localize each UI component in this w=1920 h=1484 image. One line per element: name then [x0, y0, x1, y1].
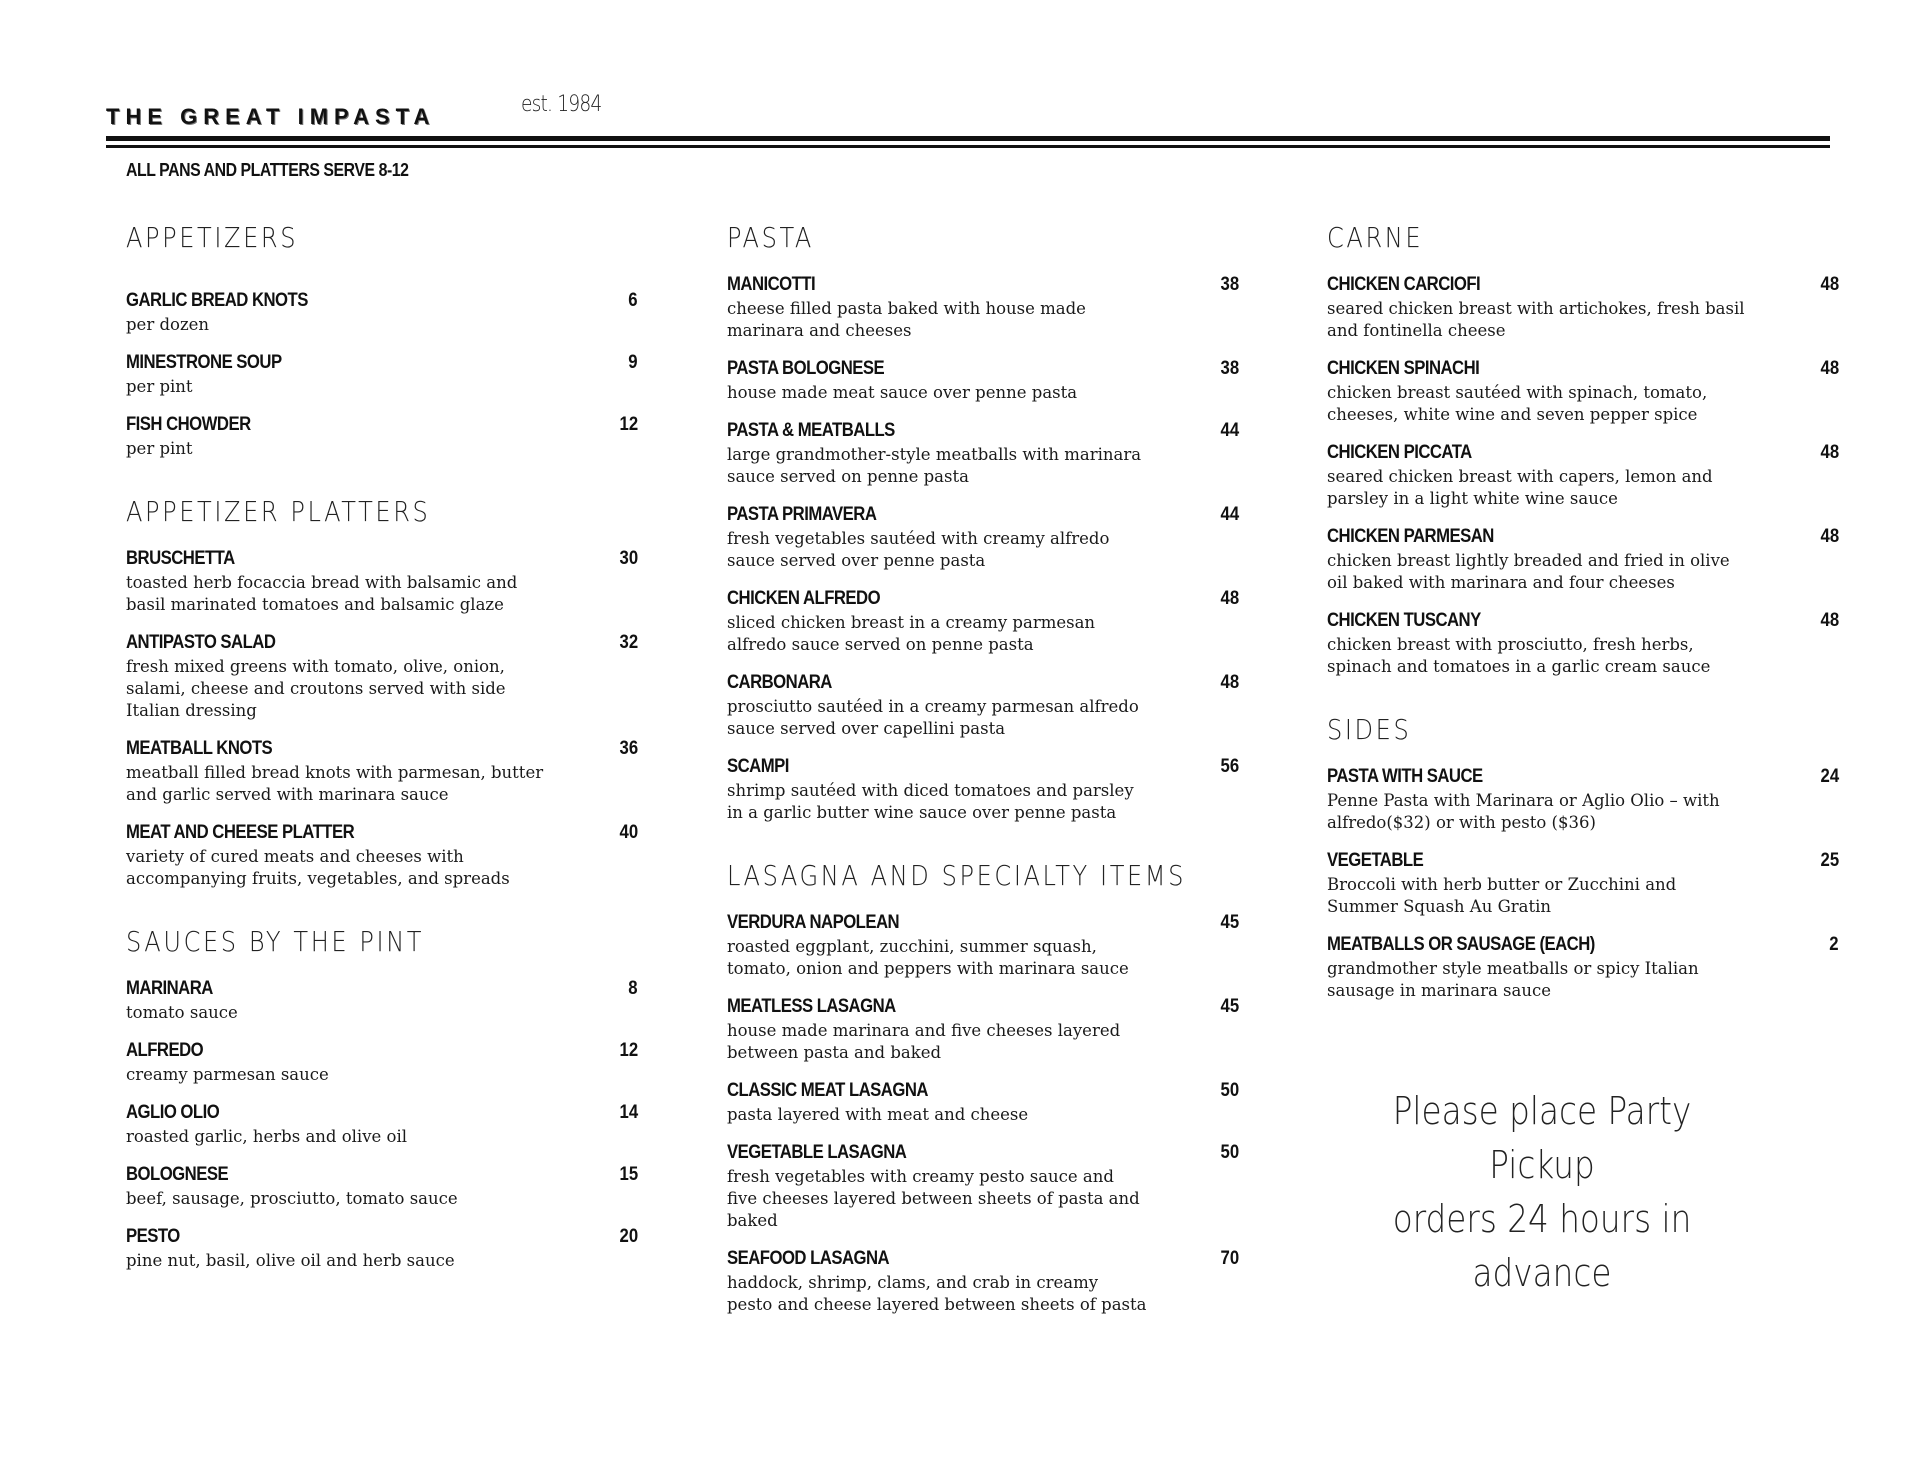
menu-section [126, 218, 638, 460]
menu-item-name: ALFREDO [126, 1040, 204, 1061]
menu-item-header [126, 546, 638, 572]
menu-item-header [126, 820, 638, 846]
menu-item-header [727, 754, 1239, 780]
menu-item [126, 350, 638, 398]
menu-item-header [727, 586, 1239, 612]
menu-item-name: PASTA BOLOGNESE [727, 358, 885, 379]
menu-item-header [727, 670, 1239, 696]
menu-item-name: ANTIPASTO SALAD [126, 632, 276, 653]
menu-item [1327, 764, 1839, 834]
menu-item-header [1327, 356, 1839, 382]
section-title: LASAGNA AND SPECIALTY ITEMS [727, 859, 1187, 892]
menu-item [1327, 440, 1839, 510]
menu-item [1327, 272, 1839, 342]
menu-item-description: large grandmother-style meatballs with marinara sauce served on penne pasta [727, 445, 1142, 486]
menu-section [126, 492, 638, 890]
menu-item-description: fresh vegetables sautéed with creamy alfredo sauce served over penne pasta [727, 529, 1110, 570]
menu-item-header [1327, 764, 1839, 790]
menu-item [727, 502, 1239, 572]
menu-section [1327, 218, 1839, 678]
menu-item-description: sliced chicken breast in a creamy parmesan alfredo sauce served on penne pasta [727, 613, 1096, 654]
menu-item-name: SCAMPI [727, 756, 789, 777]
menu-item [126, 1224, 638, 1272]
menu-item-price: 48 [1820, 358, 1839, 379]
menu-item [126, 1100, 638, 1148]
menu-item-price: 36 [619, 738, 638, 759]
menu-item-header [1327, 848, 1839, 874]
menu-item-price: 50 [1220, 1080, 1239, 1101]
menu-item-price: 20 [619, 1226, 638, 1247]
menu-item [1327, 608, 1839, 678]
menu-item-price: 48 [1820, 526, 1839, 547]
menu-item-price: 14 [619, 1102, 638, 1123]
menu-item-header [126, 288, 638, 314]
menu-item [727, 994, 1239, 1064]
menu-item-name: VERDURA NAPOLEAN [727, 912, 900, 933]
menu-item-price: 40 [619, 822, 638, 843]
menu-item-header [126, 976, 638, 1002]
menu-item [727, 356, 1239, 404]
menu-item [1327, 932, 1839, 1002]
menu-item-price: 45 [1220, 996, 1239, 1017]
menu-section [1327, 710, 1839, 1002]
menu-item-price: 2 [1829, 934, 1839, 955]
menu-item-price: 44 [1220, 504, 1239, 525]
pickup-note-line-1: Please place Party Pickup [1392, 1089, 1692, 1187]
menu-item-name: MEATLESS LASAGNA [727, 996, 896, 1017]
menu-item-description: prosciutto sautéed in a creamy parmesan alfredo sauce served over capellini pasta [727, 697, 1139, 738]
menu-item-description: haddock, shrimp, clams, and crab in creamy pesto and cheese layered between sheets of pasta [727, 1273, 1147, 1314]
menu-item-name: PASTA WITH SAUCE [1327, 766, 1483, 787]
menu-item-name: CHICKEN ALFREDO [727, 588, 881, 609]
menu-item-price: 48 [1820, 442, 1839, 463]
menu-item-price: 30 [619, 548, 638, 569]
menu-item-price: 12 [619, 1040, 638, 1061]
menu-item-description: chicken breast sautéed with spinach, tomato, cheeses, white wine and seven pepper spice [1327, 383, 1708, 424]
menu-item-description: per pint [126, 377, 193, 396]
menu-item-name: MEATBALLS OR SAUSAGE (EACH) [1327, 934, 1595, 955]
menu-item [1327, 524, 1839, 594]
menu-item-name: CARBONARA [727, 672, 832, 693]
menu-item [727, 586, 1239, 656]
section-title: APPETIZERS [126, 221, 299, 254]
menu-item-header [126, 350, 638, 376]
menu-item-description: Penne Pasta with Marinara or Aglio Olio – with alfredo($32) or with pesto ($36) [1327, 791, 1720, 832]
menu-item-description: cheese filled pasta baked with house made marinara and cheeses [727, 299, 1086, 340]
menu-item-header [727, 910, 1239, 936]
menu-section [727, 218, 1239, 824]
menu-item-name: BOLOGNESE [126, 1164, 229, 1185]
menu-item [126, 976, 638, 1024]
menu-item [126, 820, 638, 890]
menu-item-price: 45 [1220, 912, 1239, 933]
menu-column-2 [727, 218, 1239, 1348]
menu-item-header [1327, 272, 1839, 298]
menu-item-description: roasted garlic, herbs and olive oil [126, 1127, 408, 1146]
serving-note: ALL PANS AND PLATTERS SERVE 8-12 [126, 160, 409, 180]
menu-item-price: 44 [1220, 420, 1239, 441]
menu-item-price: 38 [1220, 274, 1239, 295]
menu-item [727, 418, 1239, 488]
menu-item-name: CLASSIC MEAT LASAGNA [727, 1080, 928, 1101]
menu-item [126, 288, 638, 336]
section-title: CARNE [1327, 221, 1424, 254]
menu-item-header [1327, 440, 1839, 466]
established-year: est. 1984 [521, 92, 602, 117]
menu-item-header [727, 994, 1239, 1020]
menu-item [727, 1246, 1239, 1316]
menu-item-name: CHICKEN SPINACHI [1327, 358, 1480, 379]
menu-item [126, 546, 638, 616]
menu-item-description: fresh vegetables with creamy pesto sauce and five cheeses layered between sheets of pasta and baked [727, 1167, 1140, 1230]
menu-item-name: CHICKEN PICCATA [1327, 442, 1472, 463]
menu-item-price: 70 [1220, 1248, 1239, 1269]
section-title: SAUCES BY THE PINT [126, 925, 425, 958]
pickup-note-line-2: orders 24 hours in advance [1392, 1197, 1692, 1295]
menu-item-name: MINESTRONE SOUP [126, 352, 282, 373]
menu-section [126, 922, 638, 1272]
menu-item-price: 56 [1220, 756, 1239, 777]
menu-item [727, 670, 1239, 740]
menu-item-description: house made marinara and five cheeses layered between pasta and baked [727, 1021, 1121, 1062]
menu-item-description: chicken breast lightly breaded and fried in olive oil baked with marinara and four cheeses [1327, 551, 1730, 592]
menu-item-header [126, 1100, 638, 1126]
menu-item-description: pine nut, basil, olive oil and herb sauce [126, 1251, 455, 1270]
menu-item [126, 736, 638, 806]
menu-item [727, 272, 1239, 342]
menu-item-header [727, 1078, 1239, 1104]
menu-item-name: PASTA PRIMAVERA [727, 504, 877, 525]
menu-item-header [126, 1162, 638, 1188]
menu-item-header [126, 1038, 638, 1064]
menu-item-price: 6 [628, 290, 638, 311]
section-title: SIDES [1327, 713, 1412, 746]
menu-item-header [727, 272, 1239, 298]
menu-item-header [727, 1140, 1239, 1166]
menu-item-header [126, 736, 638, 762]
restaurant-name: THE GREAT IMPASTA [106, 104, 436, 129]
menu-item-header [727, 1246, 1239, 1272]
menu-item [727, 754, 1239, 824]
menu-item-price: 48 [1220, 588, 1239, 609]
menu-section [727, 856, 1239, 1316]
menu-item-name: MARINARA [126, 978, 213, 999]
menu-item-price: 8 [628, 978, 638, 999]
menu-item [727, 910, 1239, 980]
section-title: APPETIZER PLATTERS [126, 495, 431, 528]
menu-item [727, 1078, 1239, 1126]
menu-item-description: per dozen [126, 315, 210, 334]
section-title: PASTA [727, 221, 814, 254]
menu-item-price: 15 [619, 1164, 638, 1185]
menu-item [126, 630, 638, 722]
menu-item-header [727, 502, 1239, 528]
menu-item-price: 32 [619, 632, 638, 653]
menu-item-description: toasted herb focaccia bread with balsamic and basil marinated tomatoes and balsamic glaze [126, 573, 518, 614]
menu-column-3 [1327, 218, 1839, 1034]
menu-item-name: BRUSCHETTA [126, 548, 235, 569]
menu-item-header [126, 1224, 638, 1250]
menu-item-name: SEAFOOD LASAGNA [727, 1248, 890, 1269]
menu-item-description: per pint [126, 439, 193, 458]
menu-item-description: Broccoli with herb butter or Zucchini and Summer Squash Au Gratin [1327, 875, 1677, 916]
menu-column-1 [126, 218, 638, 1304]
menu-item-name: FISH CHOWDER [126, 414, 251, 435]
menu-item-name: MANICOTTI [727, 274, 816, 295]
header-rule [106, 136, 1830, 141]
menu-item-price: 48 [1820, 274, 1839, 295]
menu-item-description: fresh mixed greens with tomato, olive, onion, salami, cheese and croutons served with side Italian dressing [126, 657, 506, 720]
menu-item-description: pasta layered with meat and cheese [727, 1105, 1029, 1124]
menu-item-price: 9 [628, 352, 638, 373]
menu-item-description: variety of cured meats and cheeses with accompanying fruits, vegetables, and spreads [126, 847, 510, 888]
menu-item-name: MEATBALL KNOTS [126, 738, 273, 759]
menu-item-description: chicken breast with prosciutto, fresh herbs, spinach and tomatoes in a garlic cream sauce [1327, 635, 1711, 676]
menu-item-description: meatball filled bread knots with parmesan, butter and garlic served with marinara sauce [126, 763, 544, 804]
menu-item-name: MEAT AND CHEESE PLATTER [126, 822, 355, 843]
menu-item-name: VEGETABLE [1327, 850, 1424, 871]
menu-item-header [1327, 932, 1839, 958]
menu-item-price: 38 [1220, 358, 1239, 379]
menu-item-price: 48 [1220, 672, 1239, 693]
menu-item-description: beef, sausage, prosciutto, tomato sauce [126, 1189, 458, 1208]
menu-item [1327, 848, 1839, 918]
pickup-note [1357, 1084, 1727, 1300]
menu-item-header [1327, 524, 1839, 550]
menu-item-description: tomato sauce [126, 1003, 238, 1022]
menu-item-header [1327, 608, 1839, 634]
header-rule-thin [106, 145, 1830, 148]
menu-item-description: seared chicken breast with capers, lemon and parsley in a light white wine sauce [1327, 467, 1713, 508]
menu-item-description: shrimp sautéed with diced tomatoes and parsley in a garlic butter wine sauce over penne pasta [727, 781, 1134, 822]
menu-item-description: roasted eggplant, zucchini, summer squash, tomato, onion and peppers with marinara sauce [727, 937, 1129, 978]
menu-item-name: CHICKEN CARCIOFI [1327, 274, 1481, 295]
menu-item-price: 48 [1820, 610, 1839, 631]
menu-item-header [727, 356, 1239, 382]
menu-item-name: CHICKEN TUSCANY [1327, 610, 1481, 631]
menu-item-description: seared chicken breast with artichokes, fresh basil and fontinella cheese [1327, 299, 1745, 340]
menu-item-price: 12 [619, 414, 638, 435]
menu-item [126, 412, 638, 460]
menu-item-name: CHICKEN PARMESAN [1327, 526, 1494, 547]
menu-item-description: creamy parmesan sauce [126, 1065, 329, 1084]
menu-item-name: AGLIO OLIO [126, 1102, 220, 1123]
menu-item-name: PASTA & MEATBALLS [727, 420, 895, 441]
menu-item-price: 24 [1820, 766, 1839, 787]
menu-item [126, 1038, 638, 1086]
menu-item-header [126, 630, 638, 656]
menu-item-header [126, 412, 638, 438]
menu-item-name: PESTO [126, 1226, 180, 1247]
menu-item [727, 1140, 1239, 1232]
menu-item-description: house made meat sauce over penne pasta [727, 383, 1078, 402]
menu-item-price: 50 [1220, 1142, 1239, 1163]
menu-item [126, 1162, 638, 1210]
menu-item-name: VEGETABLE LASAGNA [727, 1142, 907, 1163]
menu-item-header [727, 418, 1239, 444]
menu-item [1327, 356, 1839, 426]
menu-item-price: 25 [1820, 850, 1839, 871]
menu-item-name: GARLIC BREAD KNOTS [126, 290, 308, 311]
menu-item-description: grandmother style meatballs or spicy Italian sausage in marinara sauce [1327, 959, 1699, 1000]
